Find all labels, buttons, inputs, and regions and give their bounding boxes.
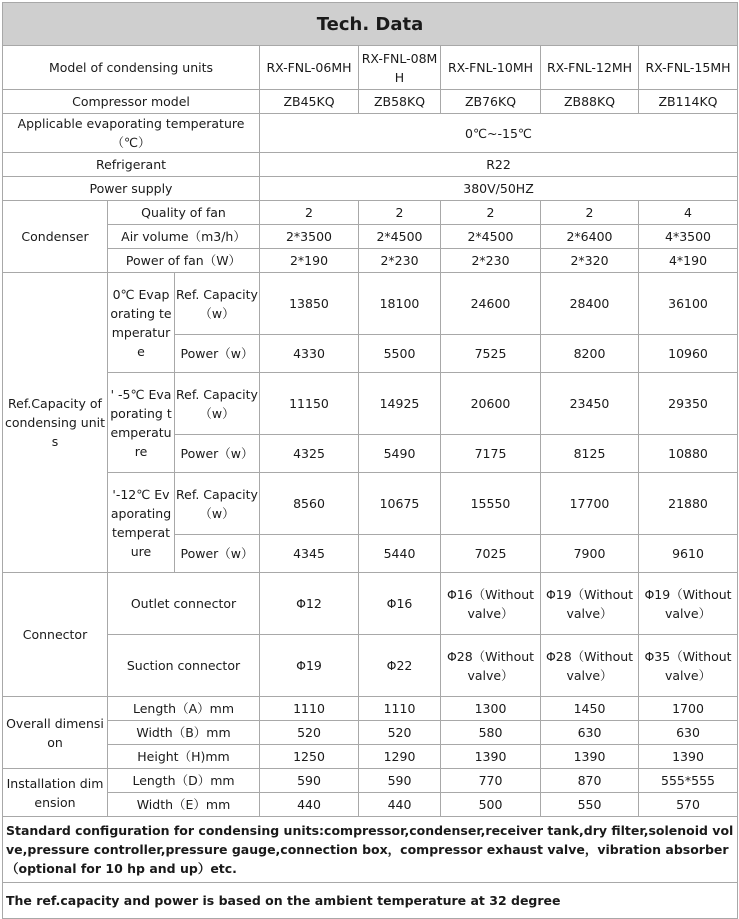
compressor-value: ZB88KQ [541, 90, 639, 114]
suction-connector-value: Φ35（Without valve） [639, 635, 738, 697]
condenser-value: 2*190 [260, 249, 359, 273]
ref-capacity-value: 28400 [541, 273, 639, 335]
power-value: 4325 [260, 435, 359, 473]
ref-capacity-row-label: Ref. Capacity（w） [175, 373, 260, 435]
dimension-row-label: Length（A）mm [108, 697, 260, 721]
dimension-value: 870 [541, 769, 639, 793]
installation-dimension-label: Installation dimension [3, 769, 108, 817]
refrigerant-label: Refrigerant [3, 153, 260, 177]
compressor-value: ZB76KQ [441, 90, 541, 114]
power-row-label: Power（w） [175, 435, 260, 473]
dimension-row-label: Height（H)mm [108, 745, 260, 769]
dimension-value: 590 [260, 769, 359, 793]
power-value: 9610 [639, 535, 738, 573]
ambient-temperature-note: The ref.capacity and power is based on the ambient temperature at 32 degree [3, 883, 738, 919]
dimension-value: 1390 [441, 745, 541, 769]
condenser-value: 2*6400 [541, 225, 639, 249]
dimension-value: 1390 [639, 745, 738, 769]
power-value: 5440 [359, 535, 441, 573]
power-value: 8125 [541, 435, 639, 473]
condenser-value: 2 [359, 201, 441, 225]
evap-temp-value: 0℃~-15℃ [260, 114, 738, 153]
outlet-connector-value: Φ16 [359, 573, 441, 635]
dimension-value: 1300 [441, 697, 541, 721]
power-value: 5490 [359, 435, 441, 473]
condenser-row-label: Air volume（m3/h） [108, 225, 260, 249]
ref-capacity-value: 21880 [639, 473, 738, 535]
dimension-value: 520 [359, 721, 441, 745]
suction-connector-label: Suction connector [108, 635, 260, 697]
suction-connector-value: Φ22 [359, 635, 441, 697]
condenser-value: 2 [541, 201, 639, 225]
condenser-value: 2*230 [359, 249, 441, 273]
power-supply-label: Power supply [3, 177, 260, 201]
dimension-value: 1250 [260, 745, 359, 769]
dimension-value: 770 [441, 769, 541, 793]
ref-capacity-value: 8560 [260, 473, 359, 535]
suction-connector-value: Φ28（Without valve） [441, 635, 541, 697]
model-value: RX-FNL-10MH [441, 46, 541, 90]
power-value: 7900 [541, 535, 639, 573]
power-value: 5500 [359, 335, 441, 373]
dimension-value: 440 [260, 793, 359, 817]
condenser-value: 2*4500 [359, 225, 441, 249]
table-title: Tech. Data [3, 3, 738, 46]
condenser-value: 2*230 [441, 249, 541, 273]
dimension-value: 1700 [639, 697, 738, 721]
dimension-value: 1110 [260, 697, 359, 721]
condenser-value: 2*3500 [260, 225, 359, 249]
evap-temp-group-label: ' -5℃ Evaporating temperature [108, 373, 175, 473]
ref-capacity-value: 13850 [260, 273, 359, 335]
outlet-connector-value: Φ19（Without valve） [541, 573, 639, 635]
ref-capacity-value: 10675 [359, 473, 441, 535]
power-value: 7025 [441, 535, 541, 573]
condenser-row-label: Power of fan（W） [108, 249, 260, 273]
ref-capacity-value: 24600 [441, 273, 541, 335]
dimension-value: 1390 [541, 745, 639, 769]
ref-capacity-row-label: Ref. Capacity（w） [175, 273, 260, 335]
power-value: 8200 [541, 335, 639, 373]
model-value: RX-FNL-08MH [359, 46, 441, 90]
dimension-value: 440 [359, 793, 441, 817]
ref-capacity-value: 23450 [541, 373, 639, 435]
dimension-value: 1450 [541, 697, 639, 721]
outlet-connector-label: Outlet connector [108, 573, 260, 635]
condenser-value: 4*190 [639, 249, 738, 273]
dimension-value: 630 [639, 721, 738, 745]
ref-capacity-value: 15550 [441, 473, 541, 535]
condenser-value: 4*3500 [639, 225, 738, 249]
compressor-value: ZB45KQ [260, 90, 359, 114]
condenser-row-label: Quality of fan [108, 201, 260, 225]
suction-connector-value: Φ28（Without valve） [541, 635, 639, 697]
dimension-value: 500 [441, 793, 541, 817]
dimension-row-label: Width（B）mm [108, 721, 260, 745]
model-value: RX-FNL-12MH [541, 46, 639, 90]
dimension-row-label: Width（E）mm [108, 793, 260, 817]
ref-capacity-value: 14925 [359, 373, 441, 435]
ref-capacity-row-label: Ref. Capacity（w） [175, 473, 260, 535]
suction-connector-value: Φ19 [260, 635, 359, 697]
standard-configuration-note: Standard configuration for condensing units:compressor,condenser,receiver tank,dry filter,solenoid volve,pressure controller,pressure gauge,connection box，compressor exhaust valve，vibration absorber（optional for 10 hp and up）etc. [3, 817, 738, 883]
compressor-value: ZB58KQ [359, 90, 441, 114]
dimension-value: 555*555 [639, 769, 738, 793]
dimension-value: 520 [260, 721, 359, 745]
power-value: 7175 [441, 435, 541, 473]
connector-label: Connector [3, 573, 108, 697]
refrigerant-value: R22 [260, 153, 738, 177]
dimension-value: 630 [541, 721, 639, 745]
model-label: Model of condensing units [3, 46, 260, 90]
outlet-connector-value: Φ16（Without valve） [441, 573, 541, 635]
evap-temp-label: Applicable evaporating temperature（℃） [3, 114, 260, 153]
outlet-connector-value: Φ19（Without valve） [639, 573, 738, 635]
power-row-label: Power（w） [175, 335, 260, 373]
power-supply-value: 380V/50HZ [260, 177, 738, 201]
tech-data-table [2, 2, 738, 919]
model-value: RX-FNL-15MH [639, 46, 738, 90]
ref-capacity-value: 20600 [441, 373, 541, 435]
power-value: 10960 [639, 335, 738, 373]
model-value: RX-FNL-06MH [260, 46, 359, 90]
condenser-value: 4 [639, 201, 738, 225]
condenser-value: 2*320 [541, 249, 639, 273]
ref-capacity-value: 36100 [639, 273, 738, 335]
evap-temp-group-label: 0℃ Evaporating temperature [108, 273, 175, 373]
dimension-value: 580 [441, 721, 541, 745]
ref-capacity-label: Ref.Capacity of condensing units [3, 273, 108, 573]
ref-capacity-value: 18100 [359, 273, 441, 335]
dimension-value: 1110 [359, 697, 441, 721]
compressor-label: Compressor model [3, 90, 260, 114]
dimension-value: 590 [359, 769, 441, 793]
condenser-label: Condenser [3, 201, 108, 273]
condenser-value: 2 [260, 201, 359, 225]
dimension-value: 570 [639, 793, 738, 817]
outlet-connector-value: Φ12 [260, 573, 359, 635]
dimension-row-label: Length（D）mm [108, 769, 260, 793]
condenser-value: 2*4500 [441, 225, 541, 249]
power-value: 4330 [260, 335, 359, 373]
dimension-value: 550 [541, 793, 639, 817]
evap-temp-group-label: '-12℃ Evaporating temperature [108, 473, 175, 573]
power-row-label: Power（w） [175, 535, 260, 573]
ref-capacity-value: 29350 [639, 373, 738, 435]
power-value: 10880 [639, 435, 738, 473]
overall-dimension-label: Overall dimension [3, 697, 108, 769]
dimension-value: 1290 [359, 745, 441, 769]
ref-capacity-value: 11150 [260, 373, 359, 435]
condenser-value: 2 [441, 201, 541, 225]
power-value: 4345 [260, 535, 359, 573]
compressor-value: ZB114KQ [639, 90, 738, 114]
power-value: 7525 [441, 335, 541, 373]
ref-capacity-value: 17700 [541, 473, 639, 535]
